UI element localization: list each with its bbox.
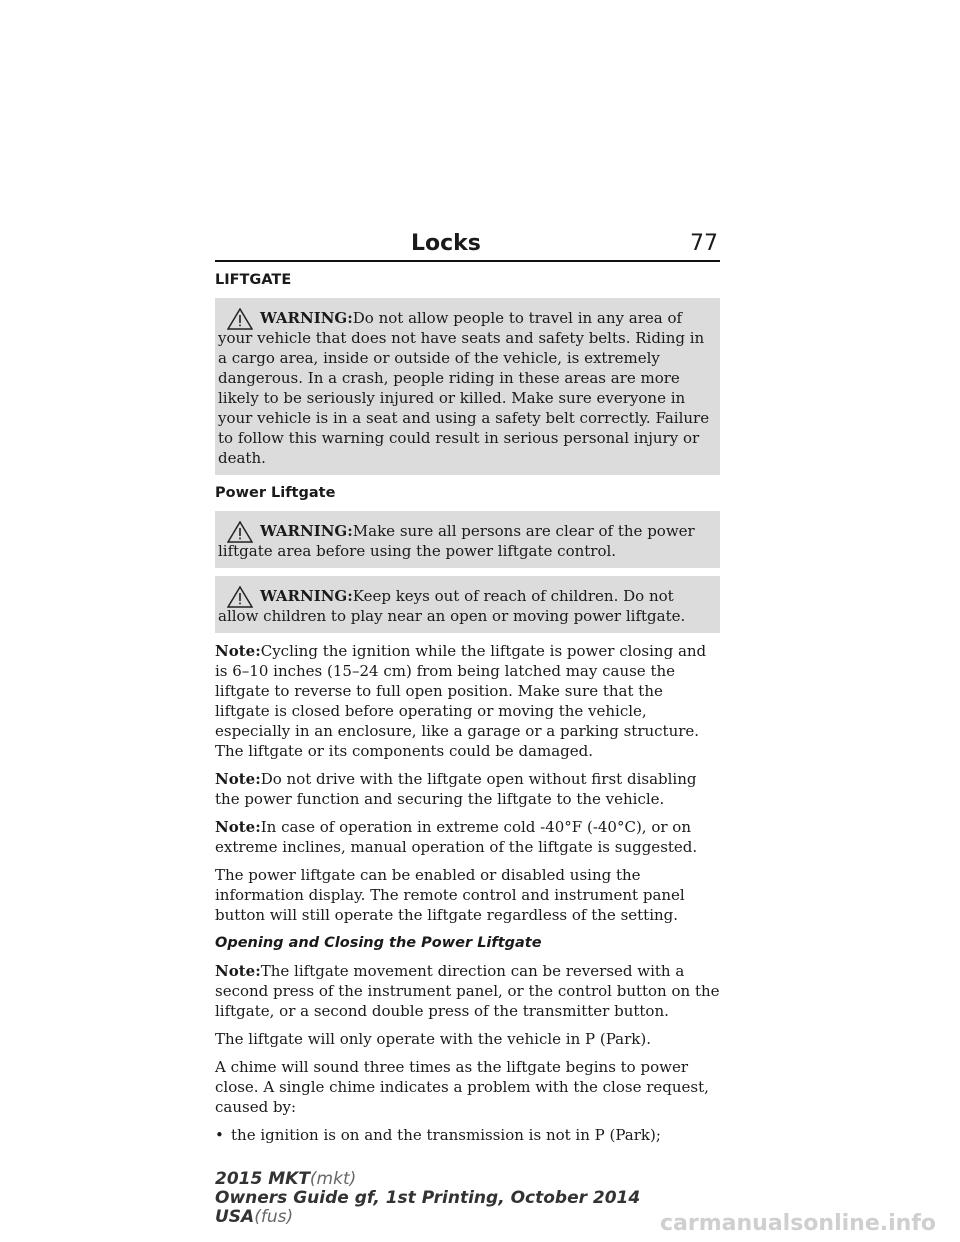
subsection-title: Power Liftgate	[215, 485, 336, 501]
page-footer	[215, 1170, 640, 1227]
footer-region-code: (fus)	[254, 1207, 294, 1227]
note-3	[215, 817, 720, 857]
page-header	[215, 226, 720, 262]
footer-guide: Owners Guide gf, 1st Printing, October 2014	[215, 1188, 641, 1208]
note-text-4: The liftgate movement direction can be reversed with a second press of the instrument panel, or the control button on the liftgate, or a second double press of the transmitter button.	[215, 962, 720, 1020]
warning-box-2	[215, 511, 720, 568]
chapter-title: Locks	[411, 231, 481, 256]
page-content	[215, 264, 720, 1145]
note-label: Note:	[215, 642, 261, 660]
warning-triangle-icon	[227, 521, 253, 543]
footer-region: USA	[215, 1207, 255, 1227]
bullet-icon: •	[215, 1126, 224, 1144]
paragraph-3: A chime will sound three times as the liftgate begins to power close. A single chime indicates a problem with the close request, caused by:	[215, 1058, 709, 1116]
footer-model: 2015 MKT	[215, 1169, 310, 1189]
note-label: Note:	[215, 770, 261, 788]
warning-label: WARNING:	[260, 587, 353, 605]
footer-line-3	[215, 1208, 640, 1227]
section-title: LIFTGATE	[215, 272, 292, 288]
bullet-text-1: the ignition is on and the transmission is not in P (Park);	[231, 1126, 661, 1144]
warning-box-3	[215, 576, 720, 633]
list-item	[215, 1125, 720, 1145]
warning-label: WARNING:	[260, 522, 353, 540]
note-4	[215, 961, 720, 1021]
note-text-2: Do not drive with the liftgate open without first disabling the power function and securing the liftgate to the vehicle.	[215, 770, 697, 808]
note-text-3: In case of operation in extreme cold -40°F (-40°C), or on extreme inclines, manual operation of the liftgate is suggested.	[215, 818, 698, 856]
warning-label: WARNING:	[260, 309, 353, 327]
page-number: 77	[690, 231, 718, 256]
footer-line-1	[215, 1170, 640, 1189]
subheading-opening-closing: Opening and Closing the Power Liftgate	[215, 935, 542, 951]
note-1	[215, 641, 720, 761]
warning-text-3: Keep keys out of reach of children. Do not allow children to play near an open or moving power liftgate.	[218, 587, 686, 625]
warning-triangle-icon	[227, 308, 253, 330]
footer-model-code: (mkt)	[309, 1169, 357, 1189]
watermark: carmanualsonline.info	[660, 1211, 936, 1236]
note-2	[215, 769, 720, 809]
warning-box-1	[215, 298, 720, 475]
note-label: Note:	[215, 818, 261, 836]
warning-text-1: Do not allow people to travel in any area of your vehicle that does not have seats and safety belts. Riding in a cargo area, inside or outside of the vehicle, is extremely dangerous. In a crash, people riding in these areas are more likely to be seriously injured or killed. Make sure everyone in your vehicle is in a seat and using a safety belt correctly. Failure to follow this warning could result in serious personal injury or death.	[218, 309, 710, 467]
paragraph-2: The liftgate will only operate with the vehicle in P (Park).	[215, 1030, 651, 1048]
paragraph-1: The power liftgate can be enabled or disabled using the information display. The remote control and instrument panel button will still operate the liftgate regardless of the setting.	[215, 866, 685, 924]
note-text-1: Cycling the ignition while the liftgate is power closing and is 6–10 inches (15–24 cm) from being latched may cause the liftgate to reverse to full open position. Make sure that the liftgate is closed before operating or moving the vehicle, especially in an enclosure, like a garage or a parking structure. The liftgate or its components could be damaged.	[215, 642, 707, 760]
warning-text-2: Make sure all persons are clear of the power liftgate area before using the power liftgate control.	[218, 522, 695, 560]
note-label: Note:	[215, 962, 261, 980]
warning-triangle-icon	[227, 586, 253, 608]
